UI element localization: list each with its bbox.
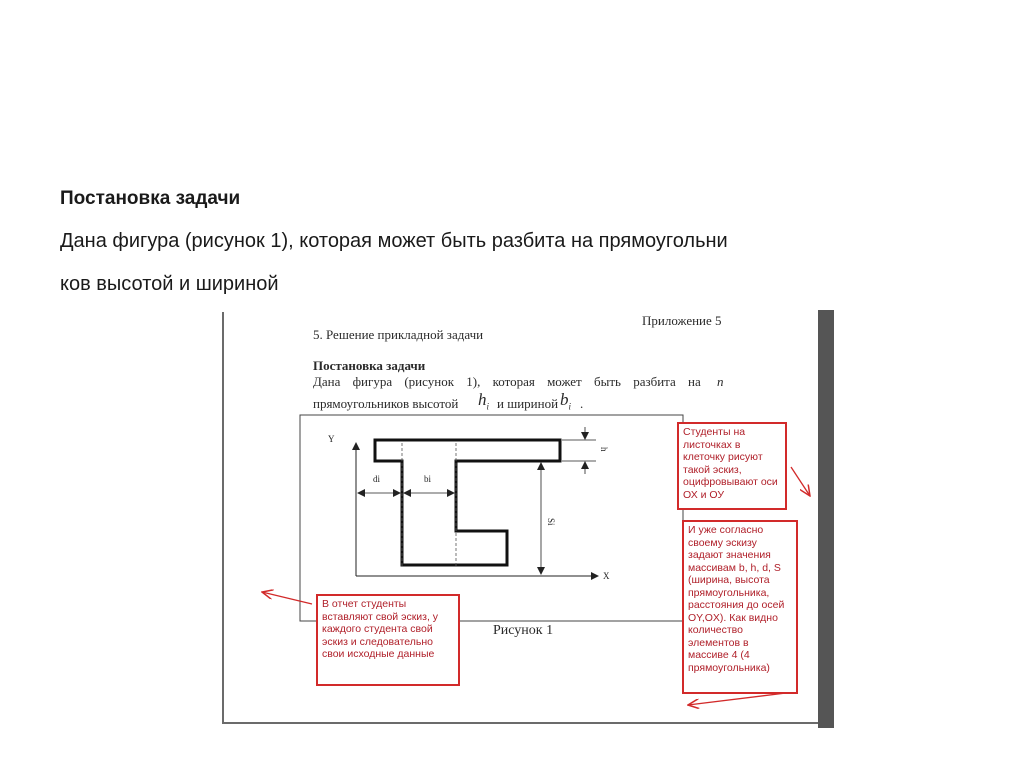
scan-bottom-border <box>222 722 820 724</box>
bi-label: bi <box>424 474 432 484</box>
bi-letter: b <box>560 390 569 409</box>
si-label: Si <box>546 518 556 526</box>
figure-caption: Рисунок 1 <box>493 623 554 638</box>
slide-text-line-1: Дана фигура (рисунок 1), которая может быть разбита на прямоугольни <box>60 230 728 252</box>
document-appendix-label: Приложение 5 <box>642 313 722 328</box>
annotation-note-arrays: И уже согласно своему эскизу задают значения массивам b, h, d, S (ширина, высота прямоугольника, расстояния до осей OY,OX). Как видно количество элементов в массиве 4 (4 прямоугольника) <box>682 520 798 694</box>
document-variable-n: n <box>717 374 724 389</box>
slide-text-line-2: ков высотой и шириной <box>60 273 279 295</box>
scan-right-border <box>818 310 834 728</box>
di-label: di <box>373 474 381 484</box>
document-variable-hi <box>478 390 489 411</box>
document-section-title: 5. Решение прикладной задачи <box>313 327 484 342</box>
slide-heading: Постановка задачи <box>60 188 241 209</box>
annotation-note-report: В отчет студенты вставляют свой эскиз, у каждого студента свой эскиз и следовательно свои исходные данные <box>316 594 460 686</box>
document-variable-bi <box>560 390 571 411</box>
document-text-line-2-mid: и шириной <box>497 396 559 411</box>
document-text-line-2-end: . <box>580 396 584 411</box>
x-axis-label: X <box>603 571 610 581</box>
hi-letter: h <box>478 390 487 409</box>
bi-subscript: i <box>568 401 572 412</box>
document-heading: Постановка задачи <box>313 358 426 373</box>
document-text-line-1: Дана фигура (рисунок 1), которая может быть разбита на <box>313 374 701 389</box>
hi-subscript: i <box>486 401 490 412</box>
h-label: h <box>599 447 609 452</box>
scan-left-border <box>222 312 224 724</box>
y-axis-label: Y <box>328 434 335 444</box>
annotation-note-sketch: Студенты на листочках в клеточку рисуют такой эскиз, оцифровывают оси ОХ и ОУ <box>677 422 787 510</box>
document-text-line-2: прямоугольников высотой <box>313 396 459 411</box>
